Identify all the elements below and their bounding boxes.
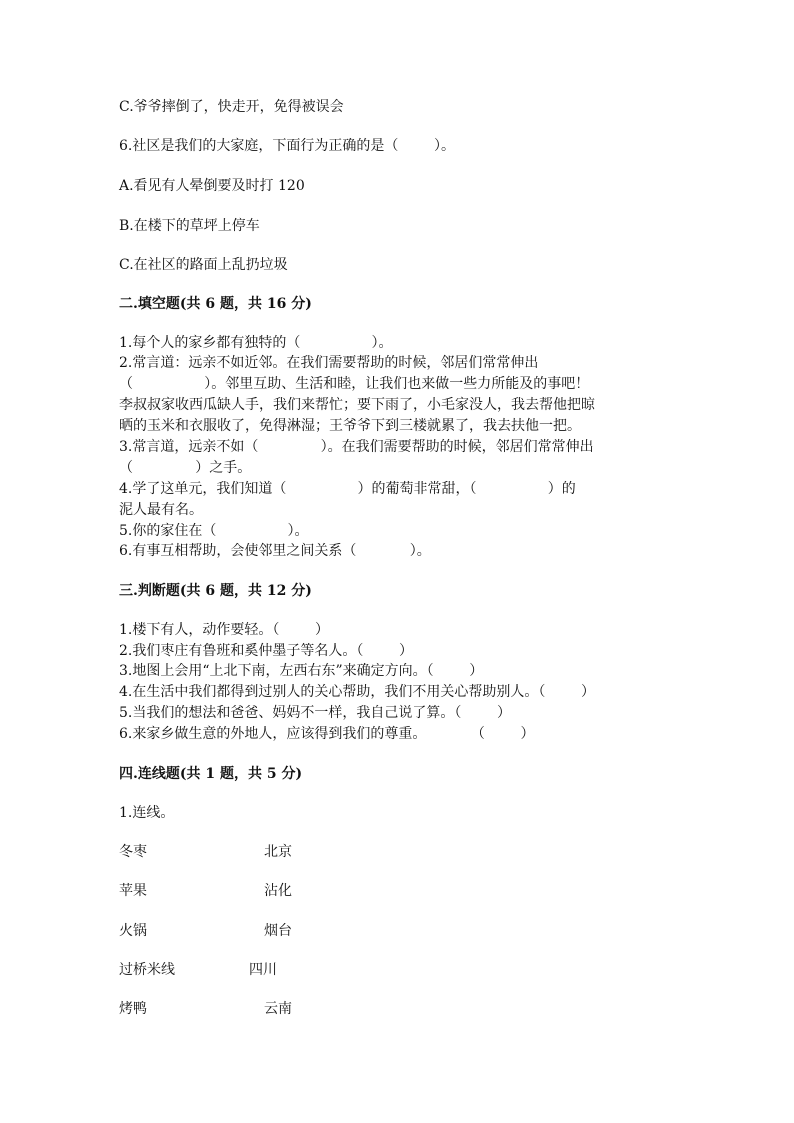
judge-line: 3.地图上会用“上北下南，左西右东”来确定方向。（ ） bbox=[119, 663, 484, 679]
fill-line: 1.每个人的家乡都有独特的（ ）。 bbox=[119, 335, 393, 351]
match-left-item: 冬枣 bbox=[119, 844, 147, 860]
section-2-heading: 二.填空题(共 6 题，共 16 分) bbox=[119, 296, 312, 312]
section-4-heading: 四.连线题(共 1 题，共 5 分) bbox=[119, 766, 303, 782]
fill-line: 泥人最有名。 bbox=[119, 502, 203, 518]
fill-line: 晒的玉米和衣服收了，免得淋湿；王爷爷下到三楼就累了，我去扶他一把。 bbox=[119, 418, 581, 434]
match-right-item: 云南 bbox=[264, 1001, 292, 1017]
match-right-item: 北京 bbox=[264, 844, 292, 860]
match-right-item: 烟台 bbox=[264, 923, 292, 939]
question-6-option-b: B.在楼下的草坪上停车 bbox=[119, 218, 260, 234]
judge-line: 1.楼下有人，动作要轻。（ ） bbox=[119, 622, 329, 638]
fill-line: 4.学了这单元，我们知道（ ）的葡萄非常甜，（ ）的 bbox=[119, 481, 576, 497]
match-left-item: 烤鸭 bbox=[119, 1001, 147, 1017]
judge-line: 5.当我们的想法和爸爸、妈妈不一样，我自己说了算。（ ） bbox=[119, 705, 511, 721]
match-left-item: 火锅 bbox=[119, 923, 147, 939]
question-6-stem: 6.社区是我们的大家庭，下面行为正确的是（ ）。 bbox=[119, 138, 455, 154]
match-right-item: 沾化 bbox=[264, 883, 292, 899]
fill-line: 3.常言道，远亲不如（ ）。在我们需要帮助的时候，邻居们常常伸出 bbox=[119, 439, 594, 455]
match-left-item: 苹果 bbox=[119, 883, 147, 899]
question-6-option-c: C.在社区的路面上乱扔垃圾 bbox=[119, 257, 288, 273]
match-left-item: 过桥米线 bbox=[119, 962, 175, 978]
question-6-option-a: A.看见有人晕倒要及时打 120 bbox=[119, 178, 305, 194]
judge-line: 4.在生活中我们都得到过别人的关心帮助，我们不用关心帮助别人。（ ） bbox=[119, 684, 595, 700]
option-c-text: C.爷爷摔倒了，快走开，免得被误会 bbox=[119, 99, 344, 115]
fill-line: （ ）。邻里互助、生活和睦，让我们也来做一些力所能及的事吧！ bbox=[119, 376, 590, 392]
fill-line: （ ）之手。 bbox=[119, 460, 252, 476]
matching-question: 1.连线。 bbox=[119, 805, 175, 821]
judge-line: 2.我们枣庄有鲁班和奚仲墨子等名人。（ ） bbox=[119, 643, 413, 659]
fill-line: 5.你的家住在（ ）。 bbox=[119, 523, 309, 539]
fill-line: 李叔叔家收西瓜缺人手，我们来帮忙；要下雨了，小毛家没人，我去帮他把晾 bbox=[119, 397, 595, 413]
fill-line: 6.有事互相帮助，会使邻里之间关系（ ）。 bbox=[119, 543, 431, 559]
section-3-heading: 三.判断题(共 6 题，共 12 分) bbox=[119, 583, 312, 599]
match-right-item: 四川 bbox=[249, 962, 277, 978]
fill-line: 2.常言道：远亲不如近邻。在我们需要帮助的时候，邻居们常常伸出 bbox=[119, 355, 539, 371]
judge-line: 6.来家乡做生意的外地人，应该得到我们的尊重。 （ ） bbox=[119, 726, 535, 742]
